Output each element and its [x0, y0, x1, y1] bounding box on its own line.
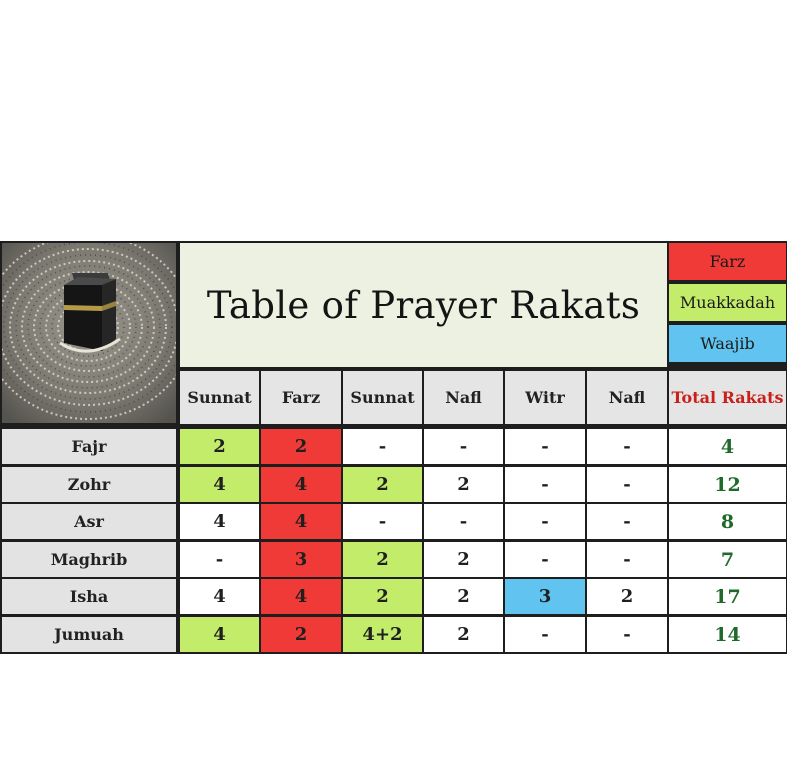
rakat-cell: 4	[261, 504, 341, 539]
row-label-zohr: Zohr	[2, 467, 176, 502]
column-header: Witr	[505, 371, 585, 424]
rakat-cell: 2	[343, 579, 422, 614]
rakat-cell: 2	[343, 542, 422, 577]
rakat-cell: -	[505, 542, 585, 577]
rakat-cell: 2	[424, 617, 503, 652]
rakat-cell: 2	[424, 467, 503, 502]
rakat-cell: -	[505, 467, 585, 502]
row-label-maghrib: Maghrib	[2, 542, 176, 577]
rakat-cell: -	[424, 504, 503, 539]
prayer-rakats-table	[0, 241, 787, 654]
column-header: Sunnat	[180, 371, 259, 424]
header-total-rakats: Total Rakats	[669, 371, 786, 424]
rakat-cell: 4	[180, 504, 259, 539]
page-title: Table of Prayer Rakats	[180, 243, 667, 367]
rakat-cell: 3	[505, 579, 585, 614]
rakat-cell: 2	[180, 429, 259, 464]
rakat-cell: -	[505, 617, 585, 652]
kaaba-photo-icon	[2, 243, 176, 423]
rakat-cell: 2	[424, 579, 503, 614]
rakat-cell: -	[587, 429, 667, 464]
rakat-cell: -	[587, 467, 667, 502]
row-label-fajr: Fajr	[2, 429, 176, 464]
column-header: Sunnat	[343, 371, 422, 424]
rakat-cell: 4	[261, 467, 341, 502]
row-label-isha: Isha	[2, 579, 176, 614]
total-rakats-cell: 4	[669, 429, 786, 464]
rakat-cell: -	[587, 617, 667, 652]
row-label-jumuah: Jumuah	[2, 617, 176, 652]
rakat-cell: 2	[261, 429, 341, 464]
rakat-cell: 3	[261, 542, 341, 577]
legend-waajib: Waajib	[669, 325, 786, 362]
total-rakats-cell: 7	[669, 542, 786, 577]
column-header: Nafl	[587, 371, 667, 424]
rakat-cell: -	[180, 542, 259, 577]
rakat-cell: 4	[180, 467, 259, 502]
rakat-cell: -	[343, 504, 422, 539]
rakat-cell: 2	[261, 617, 341, 652]
rakat-cell: 2	[587, 579, 667, 614]
rakat-cell: 2	[343, 467, 422, 502]
legend-muakkadah: Muakkadah	[669, 284, 786, 321]
rakat-cell: 4+2	[343, 617, 422, 652]
rakat-cell: 4	[180, 579, 259, 614]
rakat-cell: -	[505, 504, 585, 539]
total-rakats-cell: 12	[669, 467, 786, 502]
rakat-cell: -	[587, 504, 667, 539]
total-rakats-cell: 14	[669, 617, 786, 652]
rakat-cell: -	[343, 429, 422, 464]
rakat-cell: -	[505, 429, 585, 464]
total-rakats-cell: 17	[669, 579, 786, 614]
column-header: Nafl	[424, 371, 503, 424]
row-label-asr: Asr	[2, 504, 176, 539]
total-rakats-cell: 8	[669, 504, 786, 539]
rakat-cell: 4	[180, 617, 259, 652]
column-header: Farz	[261, 371, 341, 424]
legend-farz: Farz	[669, 243, 786, 280]
rakat-cell: 4	[261, 579, 341, 614]
rakat-cell: -	[587, 542, 667, 577]
rakat-cell: 2	[424, 542, 503, 577]
rakat-cell: -	[424, 429, 503, 464]
